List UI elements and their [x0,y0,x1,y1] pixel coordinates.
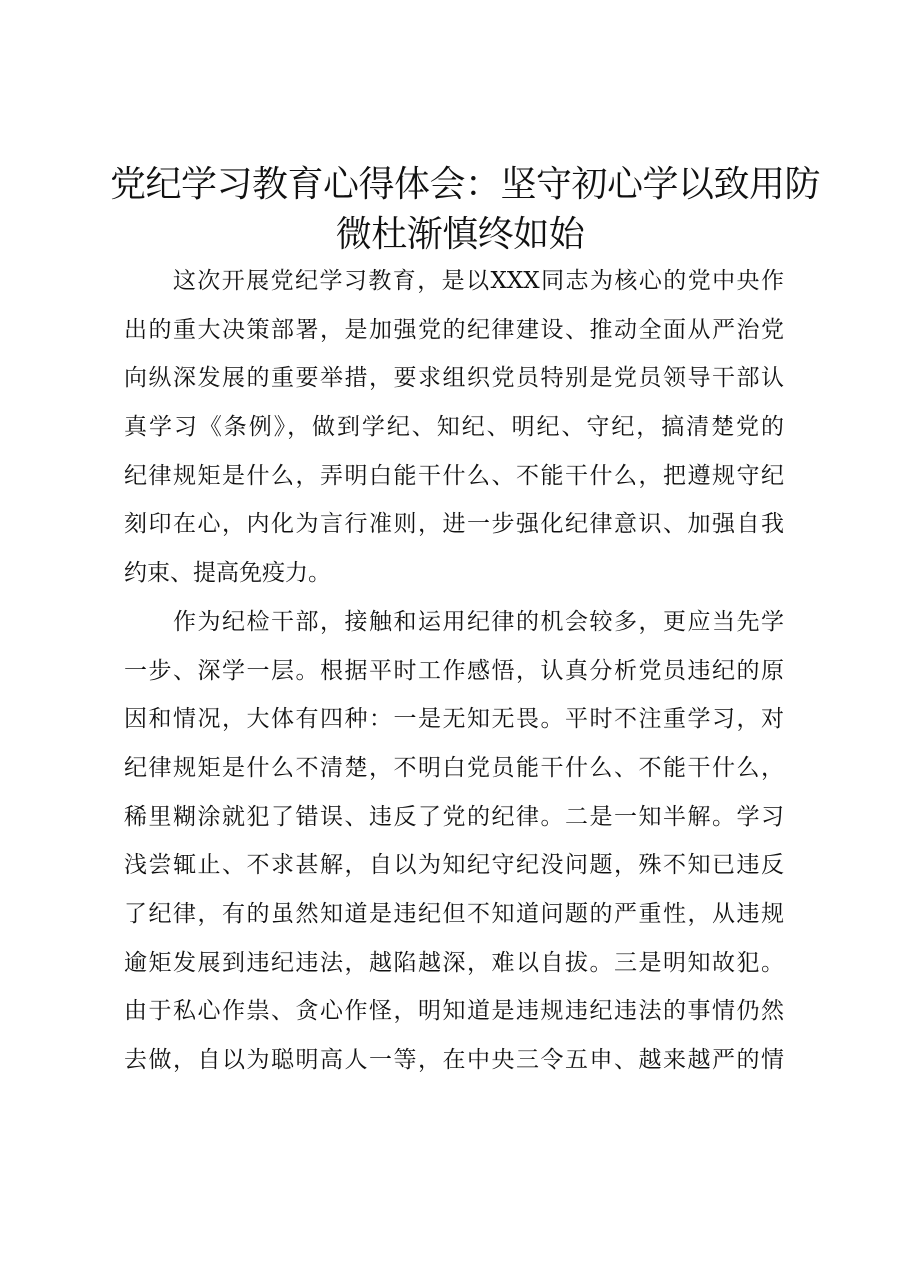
text-line: 稀里糊涂就犯了错误、违反了党的纪律。二是一知半解。学习 [124,803,784,830]
paragraph [124,598,784,1085]
text-line: 出的重大决策部署，是加强党的纪律建设、推动全面从严治党 [124,316,784,343]
text-line: 因和情况，大体有四种：一是无知无畏。平时不注重学习，对 [124,706,784,733]
document-body [124,257,784,1085]
paragraph [124,257,784,598]
text-line: 去做，自以为聪明高人一等，在中央三令五申、越来越严的情 [124,1047,784,1073]
document-title [110,160,821,260]
text-line: 逾矩发展到违纪违法，越陷越深，难以自拔。三是明知故犯。 [124,949,784,976]
title-line: 微杜渐慎终如始 [335,214,585,255]
text-line: 作为纪检干部，接触和运用纪律的机会较多，更应当先学 [124,608,784,635]
text-line: 刻印在心，内化为言行准则，进一步强化纪律意识、加强自我 [124,511,784,538]
text-line: 由于私心作祟、贪心作怪，明知道是违规违纪违法的事情仍然 [124,998,784,1025]
text-line: 这次开展党纪学习教育，是以XXX同志为核心的党中央作 [124,268,784,294]
text-line: 真学习《条例》，做到学纪、知纪、明纪、守纪，搞清楚党的 [124,414,784,441]
text-line: 了纪律，有的虽然知道是违纪但不知道问题的严重性，从违规 [124,900,784,927]
text-line: 约束、提高免疫力。 [124,560,331,587]
text-line: 向纵深发展的重要举措，要求组织党员特别是党员领导干部认 [124,365,784,392]
text-line: 浅尝辄止、不求甚解，自以为知纪守纪没问题，殊不知已违反 [124,852,784,879]
text-line: 纪律规矩是什么不清楚，不明白党员能干什么、不能干什么， [124,754,784,781]
text-line: 纪律规矩是什么，弄明白能干什么、不能干什么，把遵规守纪 [124,462,784,489]
text-line: 一步、深学一层。根据平时工作感悟，认真分析党员违纪的原 [124,657,784,684]
title-line: 党纪学习教育心得体会：坚守初心学以致用防 [110,164,821,205]
